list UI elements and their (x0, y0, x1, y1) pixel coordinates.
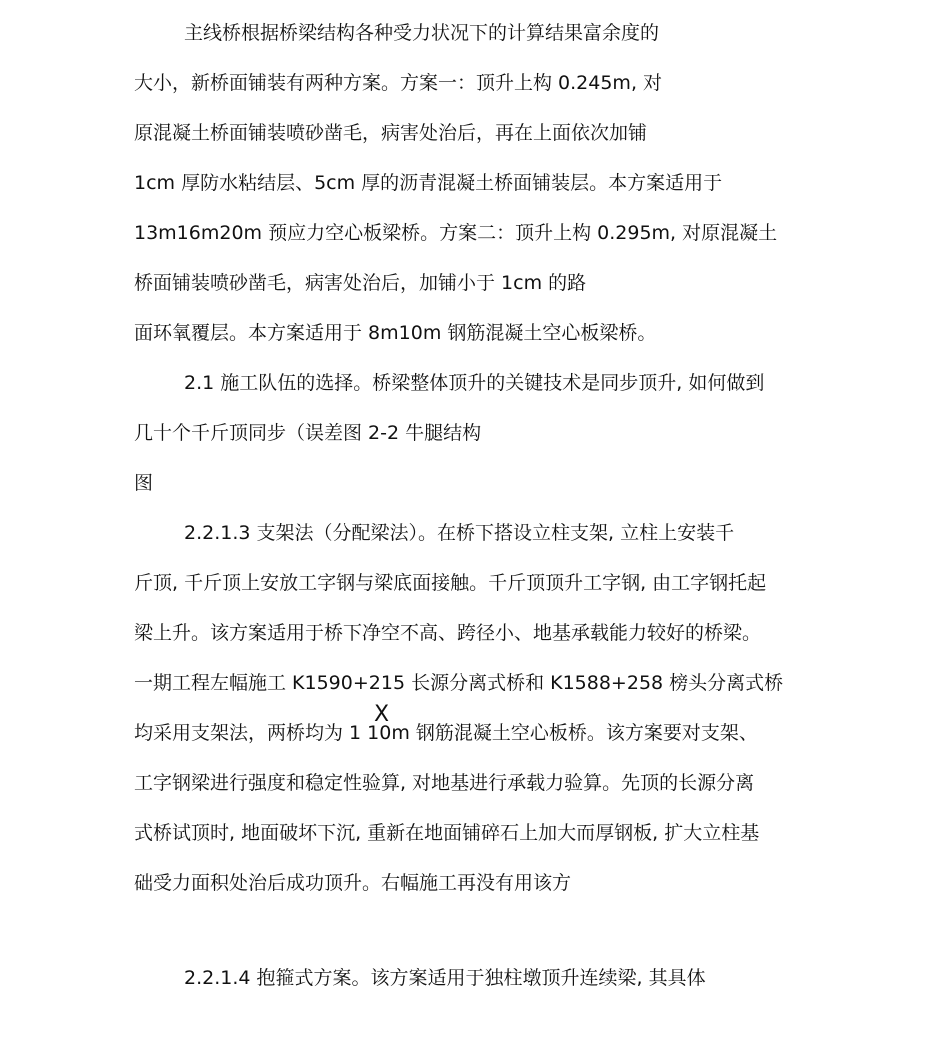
text-line-5: 13m16m20m 预应力空心板梁桥。方案二：顶升上构 0.295m, 对原混凝土 (134, 222, 778, 244)
text-line-14: 一期工程左幅施工 K1590+215 长源分离式桥和 K1588+258 榜头分离式桥 (134, 672, 784, 694)
text-line-6: 桥面铺装喷砂凿毛，病害处治后，加铺小于 1cm 的路 (134, 272, 587, 294)
text-line-18: 础受力面积处治后成功顶升。右幅施工再没有用该方 (134, 872, 572, 894)
text-line-2: 大小，新桥面铺装有两种方案。方案一：顶升上构 0.245m, 对 (134, 72, 663, 94)
text-line-7: 面环氧覆层。本方案适用于 8m10m 钢筋混凝土空心板梁桥。 (134, 322, 657, 344)
text-line-1: 主线桥根据桥梁结构各种受力状况下的计算结果富余度的 (184, 22, 660, 44)
multiplication-mark: X (374, 702, 390, 727)
text-line-12: 斤顶, 千斤顶上安放工字钢与梁底面接触。千斤顶顶升工字钢, 由工字钢托起 (134, 572, 767, 594)
section-2-1-heading-line: 2.1 施工队伍的选择。桥梁整体顶升的关键技术是同步顶升, 如何做到 (184, 372, 765, 394)
section-2-2-1-4-heading-line: 2.2.1.4 抱箍式方案。该方案适用于独柱墩顶升连续梁, 其具体 (184, 967, 706, 989)
text-line-15: 均采用支架法，两桥均为 1 10m 钢筋混凝土空心板桥。该方案要对支架、 (134, 722, 758, 744)
text-line-10: 图 (134, 472, 154, 494)
text-line-13: 梁上升。该方案适用于桥下净空不高、跨径小、地基承载能力较好的桥梁。 (134, 622, 762, 644)
text-line-16: 工字钢梁进行强度和稳定性验算, 对地基进行承载力验算。先顶的长源分离 (134, 772, 755, 794)
section-2-2-1-3-heading-line: 2.2.1.3 支架法（分配梁法）。在桥下搭设立柱支架, 立柱上安装千 (184, 522, 735, 544)
text-line-9: 几十个千斤顶同步（误差图 2-2 牛腿结构 (134, 422, 482, 444)
text-line-4: 1cm 厚防水粘结层、5cm 厚的沥青混凝土桥面铺装层。本方案适用于 (134, 172, 723, 194)
text-line-3: 原混凝土桥面铺装喷砂凿毛，病害处治后，再在上面依次加铺 (134, 122, 648, 144)
text-line-17: 式桥试顶时, 地面破坏下沉, 重新在地面铺碎石上加大而厚钢板, 扩大立柱基 (134, 822, 760, 844)
